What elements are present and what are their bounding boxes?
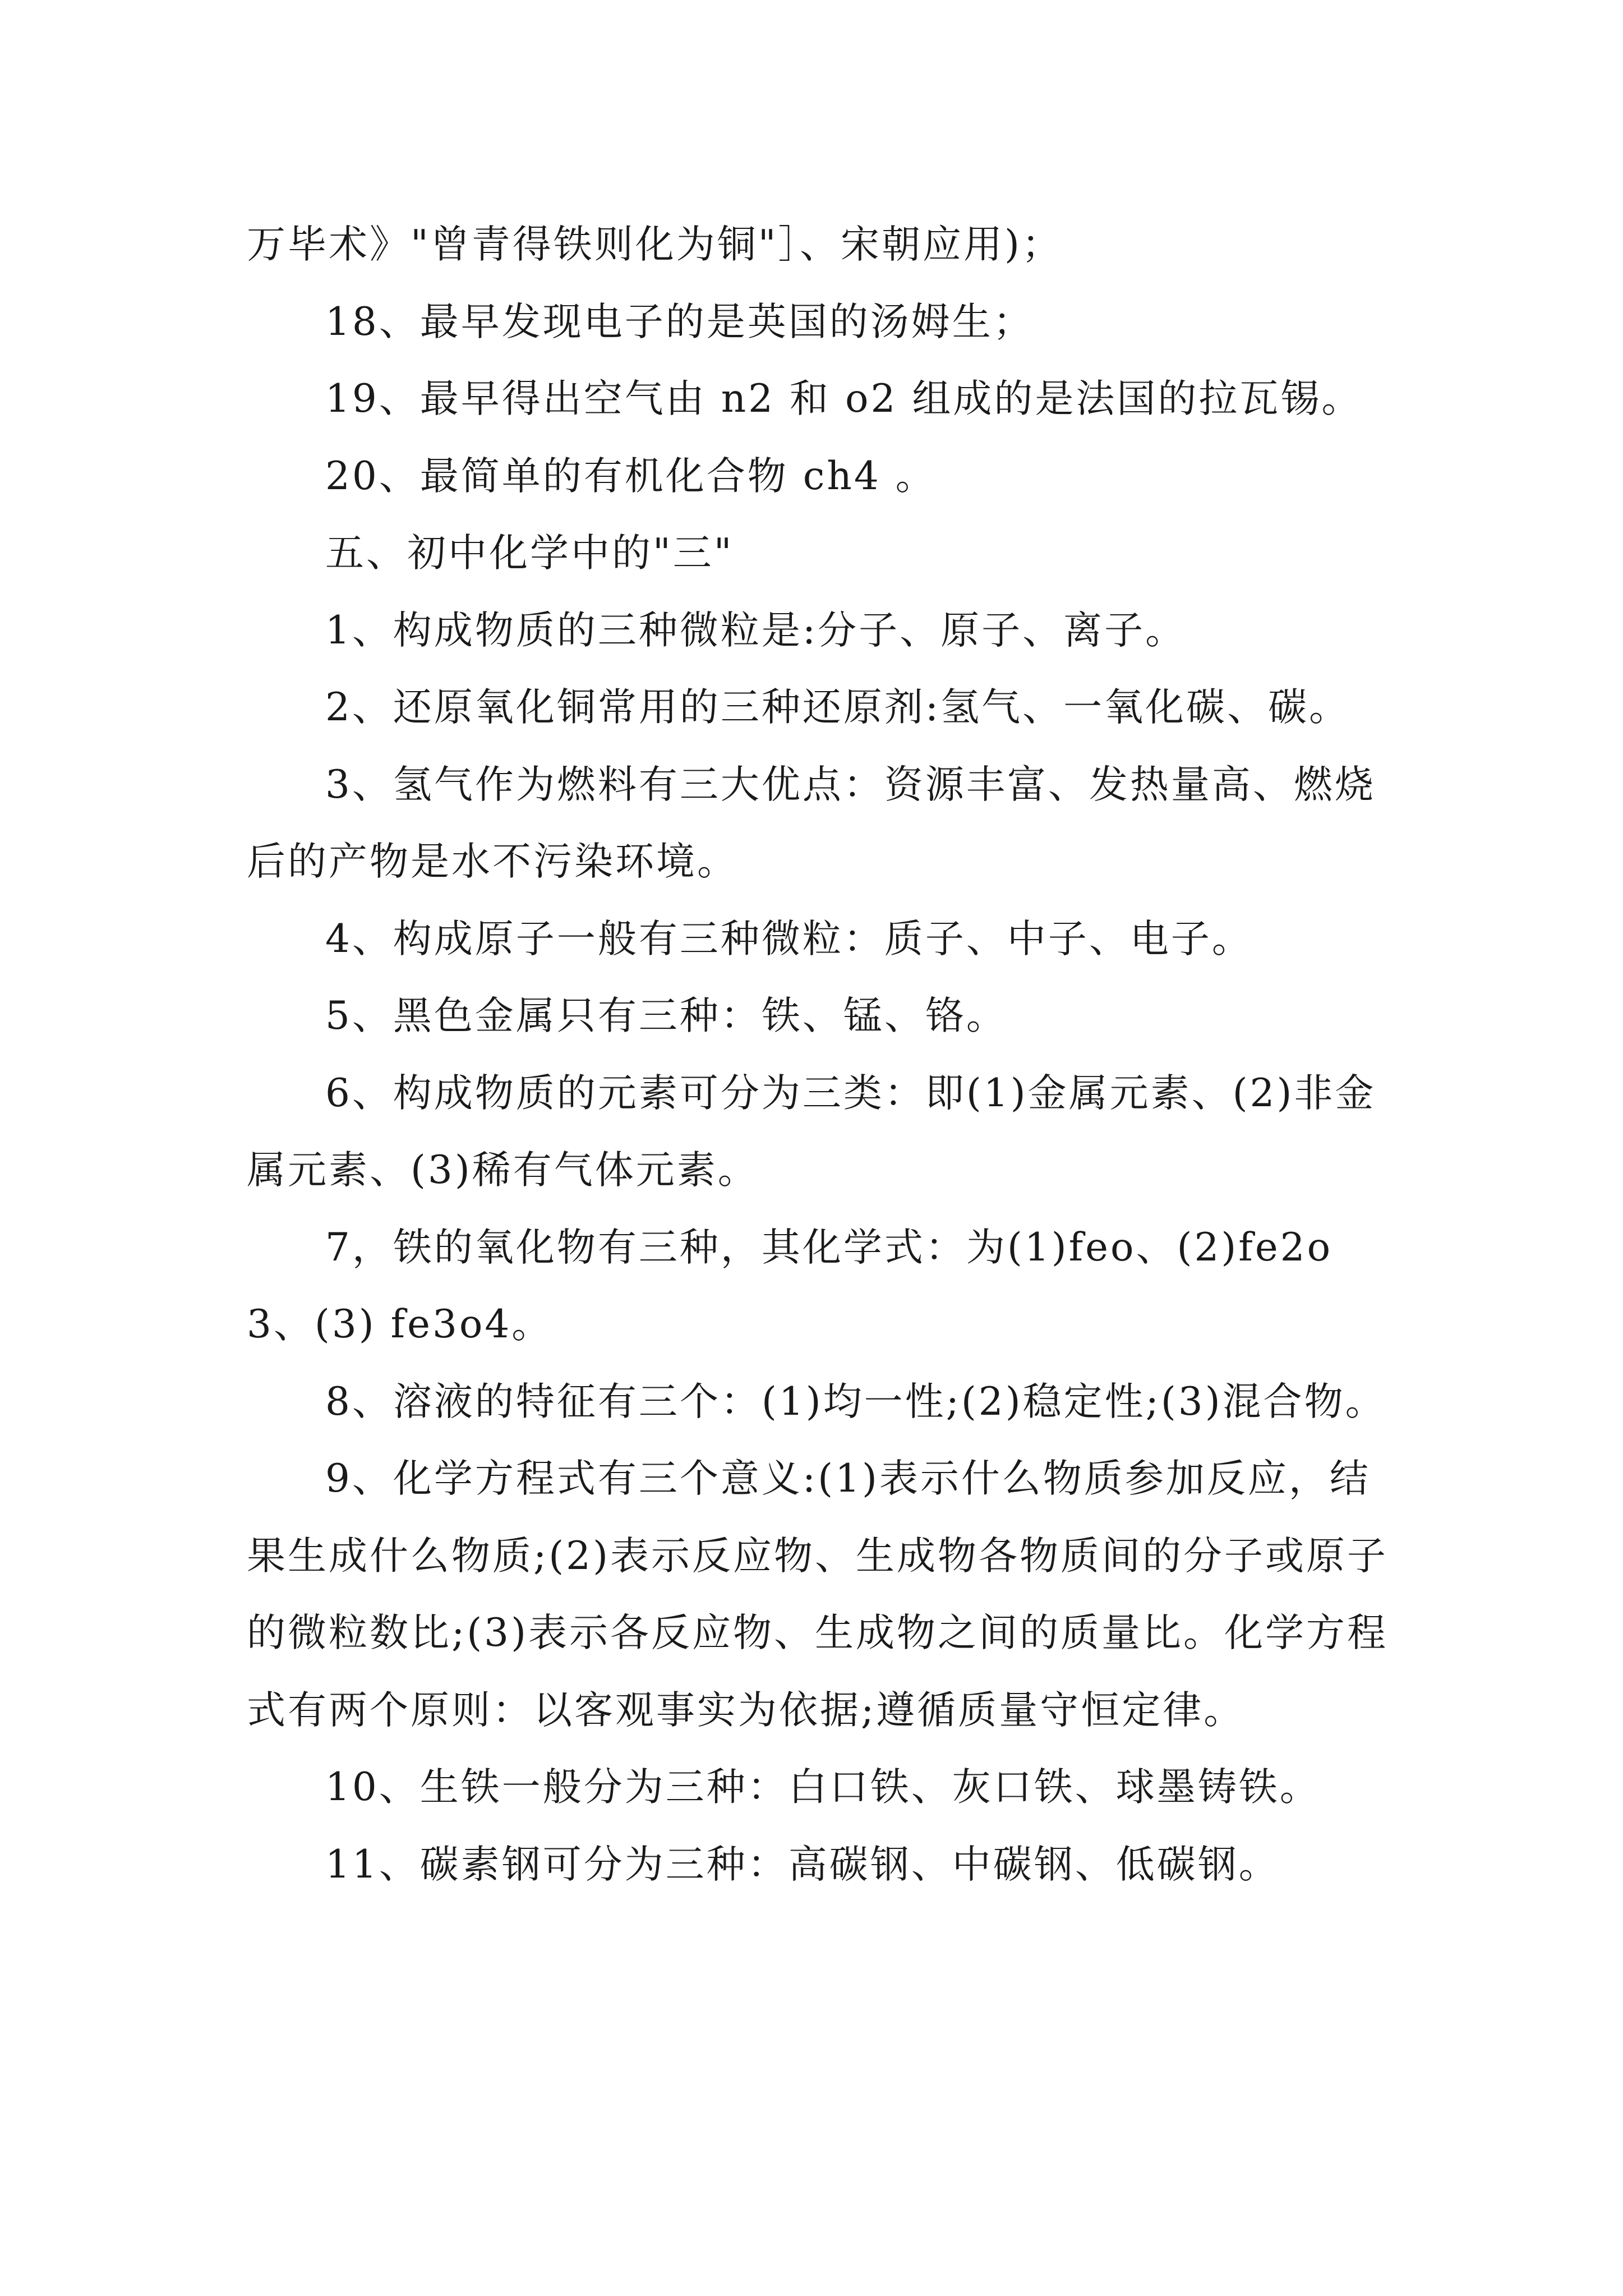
paragraph-item-2: 2、还原氧化铜常用的三种还原剂:氢气、一氧化碳、碳。 — [325, 685, 1350, 730]
document-body — [247, 206, 1396, 1903]
paragraph-item-5: 5、黑色金属只有三种：铁、锰、铬。 — [325, 993, 1007, 1038]
paragraph-item-18: 18、最早发现电子的是英国的汤姆生； — [325, 299, 1034, 344]
paragraph-item-8: 8、溶液的特征有三个：(1)均一性;(2)稳定性;(3)混合物。 — [325, 1379, 1386, 1424]
paragraph-item-11: 11、碳素钢可分为三种：高碳钢、中碳钢、低碳钢。 — [325, 1842, 1280, 1887]
paragraph-item-19: 19、最早得出空气由 n2 和 o2 组成的是法国的拉瓦锡。 — [325, 376, 1363, 421]
paragraph-continuation: 万毕术》"曾青得铁则化为铜"］、宋朝应用)； — [247, 222, 1063, 267]
paragraph-item-1: 1、构成物质的三种微粒是:分子、原子、离子。 — [325, 608, 1187, 653]
paragraph-item-9: 9、化学方程式有三个意义:(1)表示什么物质参加反应，结果生成什么物质;(2)表示反应物、生成物各物质间的分子或原子的微粒数比;(3)表示各反应物、生成物之间的质量比。化学方程式有两个原则：以客观事实为依据;遵循质量守恒定律。 — [247, 1456, 1388, 1733]
paragraph-item-6: 6、构成物质的元素可分为三类：即(1)金属元素、(2)非金属元素、(3)稀有气体元素。 — [247, 1070, 1376, 1193]
paragraph-item-3: 3、氢气作为燃料有三大优点：资源丰富、发热量高、燃烧后的产物是水不污染环境。 — [247, 762, 1376, 884]
paragraph-item-7: 7，铁的氧化物有三种，其化学式：为(1)feo、(2)fe2o3、(3) fe3o4。 — [247, 1225, 1333, 1347]
paragraph-item-4: 4、构成原子一般有三种微粒：质子、中子、电子。 — [325, 916, 1253, 961]
paragraph-item-10: 10、生铁一般分为三种：白口铁、灰口铁、球墨铸铁。 — [325, 1765, 1321, 1810]
paragraph-item-20: 20、最简单的有机化合物 ch4 。 — [325, 453, 937, 499]
section-heading: 五、初中化学中的"三" — [325, 531, 734, 576]
